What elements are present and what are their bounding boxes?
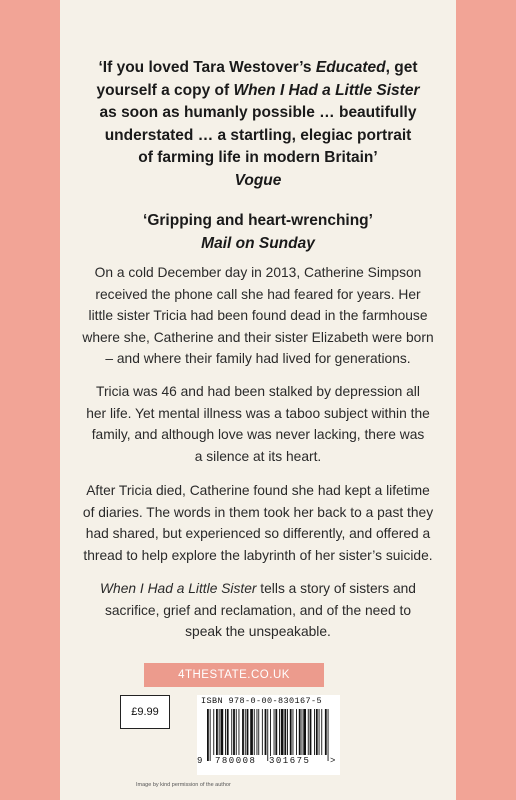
blurb-paragraph-4 (64, 578, 452, 643)
barcode-bar (231, 709, 232, 755)
blurb-line: had shared, but experienced so differently, and offered a (85, 526, 431, 541)
blurb-text: tells a story of sisters and (256, 581, 416, 596)
barcode-first-digit: 9 (197, 756, 203, 766)
book-title-italic: When I Had a Little Sister (100, 581, 257, 596)
quote-line: of farming life in modern Britain’ (138, 149, 378, 166)
blurb-line: On a cold December day in 2013, Catherine Simpson (94, 265, 422, 280)
barcode-bar (216, 709, 218, 755)
quote-text: yourself a copy of (96, 81, 234, 99)
barcode-bar (314, 709, 315, 755)
barcode-bar (281, 709, 284, 755)
blurb-line: speak the unspeakable. (185, 624, 331, 639)
quote-line: ‘Gripping and heart-wrenching’ (143, 212, 373, 229)
quote-line (60, 80, 456, 103)
barcode-bar (257, 709, 258, 755)
quote-line (60, 57, 456, 80)
barcode-bar (310, 709, 312, 755)
barcode-right-digits: 301675 (269, 756, 311, 766)
barcode-bar (258, 709, 259, 755)
quote-source: Vogue (234, 171, 282, 189)
barcode-bar (265, 709, 267, 755)
blurb-line: little sister Tricia had been found dead in the farmhouse (88, 308, 428, 323)
image-credit: Image by kind permission of the author (136, 782, 231, 788)
barcode-bar (284, 709, 286, 755)
barcode-arrow: > (330, 756, 336, 766)
barcode-bar (219, 709, 220, 755)
quote-title-italic: Educated (315, 59, 386, 76)
barcode-bar (328, 709, 329, 761)
quote-text: ‘If you loved Tara Westover’s (98, 59, 316, 76)
review-quote-vogue (60, 57, 456, 192)
publisher-url-bar: 4THESTATE.CO.UK (144, 663, 324, 687)
blurb-line: her life. Yet mental illness was a taboo subject within the (86, 405, 430, 421)
blurb-line: received the phone call she had feared for years. Her (95, 286, 421, 302)
quote-source: Mail on Sunday (201, 234, 315, 252)
blurb-line: After Tricia died, Catherine found she had kept a lifetime (86, 483, 430, 498)
barcode (197, 695, 340, 775)
barcode-bar (293, 709, 294, 755)
barcode-bar (270, 709, 271, 761)
blurb-line: – and where their family had lived for generations. (105, 351, 411, 366)
price-box: £9.99 (120, 695, 170, 729)
review-quote-mail-on-sunday (60, 210, 456, 255)
barcode-bar (225, 709, 226, 755)
barcode-bar (290, 709, 292, 755)
blurb-line: Tricia was 46 and had been stalked by depression all (96, 384, 420, 399)
barcode-bar (316, 709, 318, 755)
barcode-bar (227, 709, 229, 755)
barcode-bar (302, 709, 303, 755)
blurb-paragraph-2 (64, 381, 452, 467)
barcode-bar (321, 709, 322, 755)
barcode-bar (245, 709, 246, 755)
barcode-bar (221, 709, 224, 755)
barcode-bar (213, 709, 214, 755)
barcode-left-digits: 780008 (215, 756, 257, 766)
barcode-bar (279, 709, 280, 755)
quote-line: as soon as humanly possible … beautifully (99, 104, 417, 121)
barcode-bar (275, 709, 277, 755)
back-cover-panel (60, 0, 456, 800)
barcode-bar (210, 709, 211, 761)
blurb-line: thread to help explore the labyrinth of her sister’s suicide. (83, 547, 433, 563)
blurb-line: sacrifice, grief and reclamation, and of the need to (104, 602, 411, 618)
blurb-line: family, and although love was never lacking, there was (91, 427, 425, 442)
isbn-label: ISBN 978-0-00-830167-5 (201, 696, 323, 706)
barcode-bar (287, 709, 288, 755)
blurb-line: where she, Catherine and their sister Elizabeth were born (82, 329, 434, 345)
barcode-bar (242, 709, 244, 755)
blurb-paragraph-3 (64, 480, 452, 566)
quote-line: understated … a startling, elegiac portrait (104, 126, 412, 144)
quote-title-italic: When I Had a Little Sister (233, 81, 420, 99)
barcode-bar (274, 709, 275, 755)
blurb-line (64, 578, 452, 600)
barcode-bar (233, 709, 235, 755)
barcode-bar (262, 709, 263, 755)
barcode-bar (308, 709, 309, 755)
blurb-paragraph-1 (64, 262, 452, 370)
barcode-bar (254, 709, 255, 755)
barcode-bar (303, 709, 306, 755)
barcode-bar (319, 709, 320, 755)
barcode-bar (296, 709, 297, 755)
barcode-bar (239, 709, 240, 755)
barcode-bar (299, 709, 301, 755)
barcode-bar (250, 709, 253, 755)
barcode-bar (236, 709, 237, 755)
barcode-bar (247, 709, 249, 755)
barcode-bar (325, 709, 327, 755)
blurb-line: of diaries. The words in them took her back to a past they (82, 504, 434, 520)
quote-text: , get (385, 59, 418, 76)
blurb-line: a silence at its heart. (194, 448, 322, 464)
barcode-bar (267, 709, 268, 761)
barcode-bar (207, 709, 209, 761)
